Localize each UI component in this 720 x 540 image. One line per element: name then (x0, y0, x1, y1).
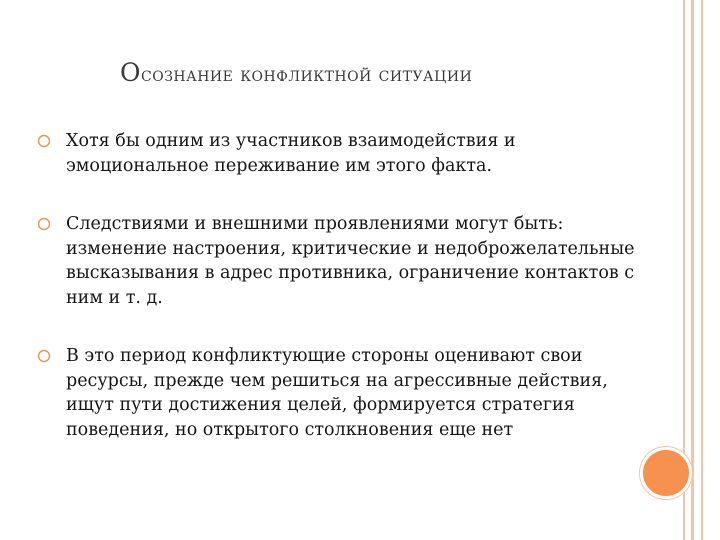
bullet-text: Хотя бы одним из участников взаимодействия и эмоциональное переживание им этого факта. (66, 131, 516, 176)
bullet-item (36, 212, 636, 310)
decorative-stripe (701, 0, 703, 540)
decorative-circle (640, 447, 692, 499)
title-rest: сознание конфликтной ситуации (141, 62, 473, 86)
slide-title (120, 58, 640, 87)
circle-bullet-icon (36, 216, 52, 232)
bullet-item (36, 344, 636, 442)
circle-bullet-icon (36, 133, 52, 149)
decorative-stripe (691, 0, 694, 540)
bullet-text: В это период конфликтующие стороны оценивают свои ресурсы, прежде чем решиться на агрессивные действия, ищут пути достижения целей, формируется стратегия поведения, но открытого столкновения еще нет (66, 346, 608, 440)
title-initial: О (120, 58, 141, 87)
bullet-item (36, 129, 636, 178)
bullet-list (36, 129, 636, 442)
circle-bullet-icon (36, 348, 52, 364)
bullet-text: Следствиями и внешними проявлениями могут быть: изменение настроения, критические и недоброжелательные высказывания в адрес противника, ограничение контактов с ним и т. д. (66, 214, 635, 308)
